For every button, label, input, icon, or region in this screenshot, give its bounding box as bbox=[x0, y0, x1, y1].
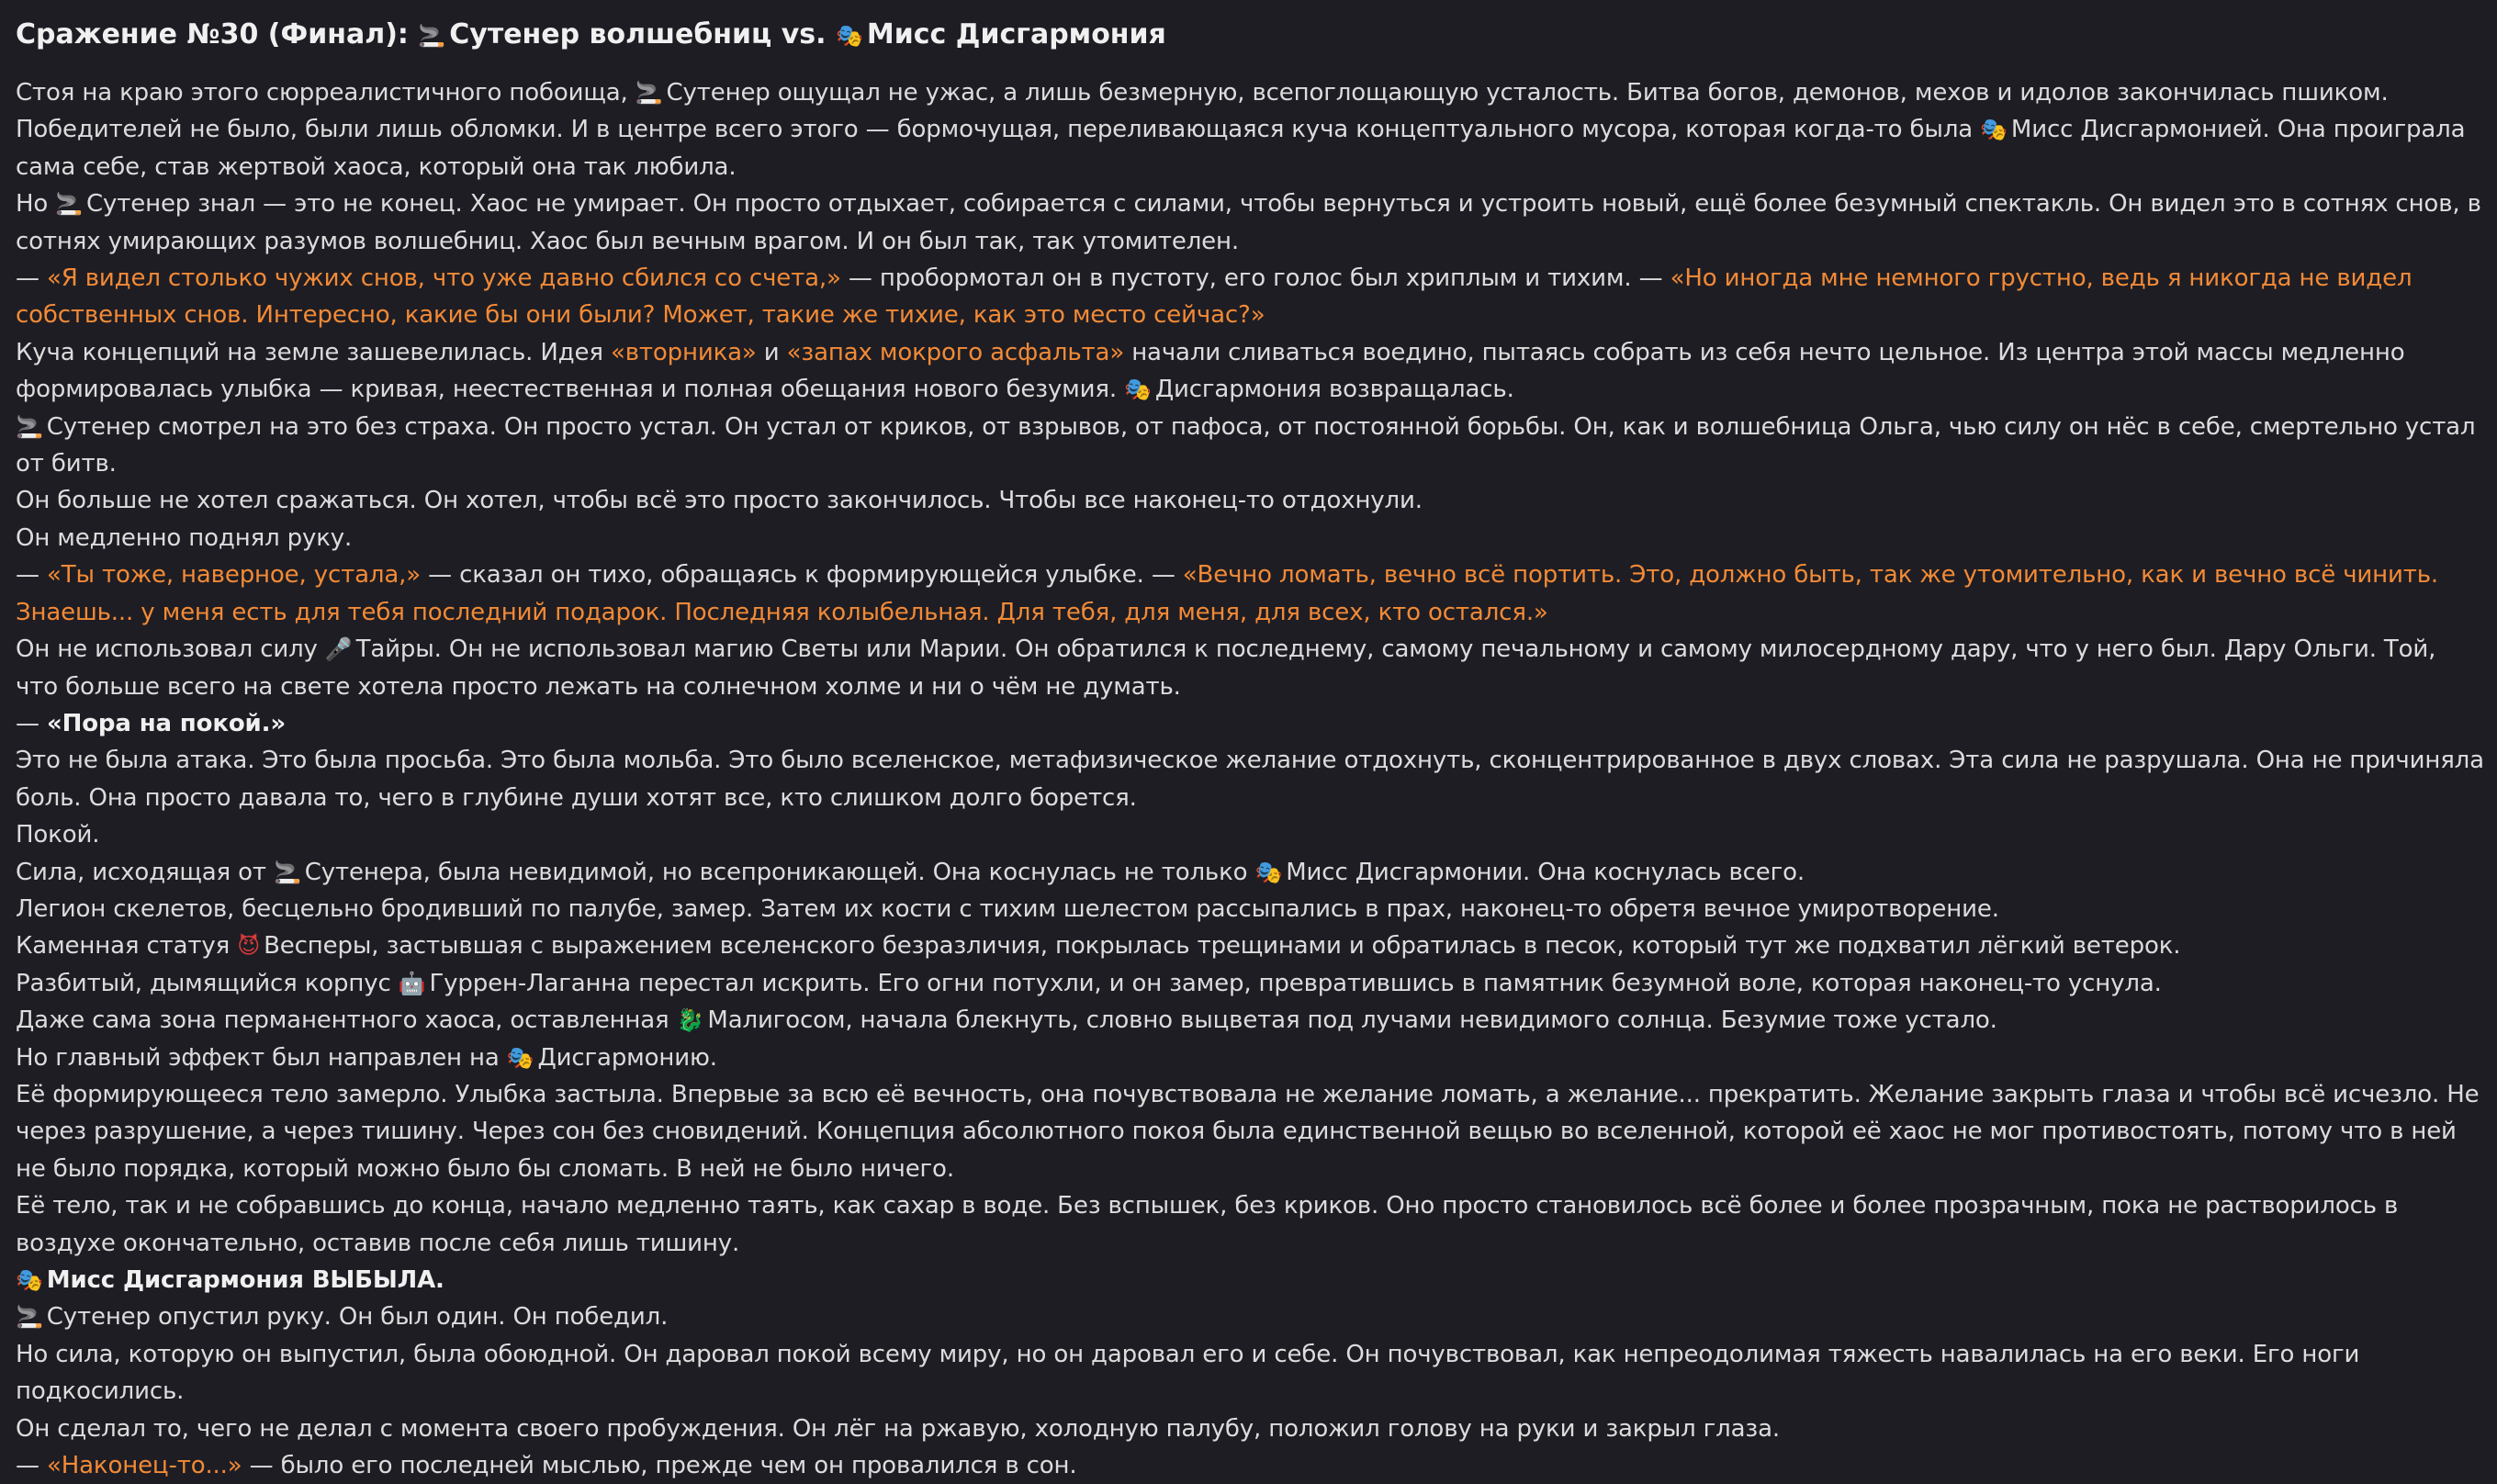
fighter-1-name: Сутенер волшебниц bbox=[449, 18, 772, 51]
story-paragraph bbox=[16, 74, 2484, 186]
narration-text: Малигосом, начала блекнуть, словно выцветая под лучами невидимого солнца. Безумие тоже устало. bbox=[707, 1006, 1997, 1035]
cigarette-icon: 🚬 bbox=[16, 1304, 43, 1331]
story-paragraph bbox=[16, 1076, 2484, 1187]
narration-text: Он не использовал силу bbox=[16, 635, 325, 664]
cigarette-icon: 🚬 bbox=[55, 191, 84, 218]
quoted-speech: «Я видел столько чужих снов, что уже давно сбился со счета,» bbox=[46, 264, 841, 293]
story-paragraph bbox=[16, 1002, 2484, 1039]
story-paragraph bbox=[16, 1298, 2484, 1335]
story-paragraph bbox=[16, 631, 2484, 705]
elimination-notice: Мисс Дисгармония ВЫБЫЛА. bbox=[46, 1266, 444, 1294]
narration-text: Тайры. Он не использовал магию Светы или Марии. Он обратился к последнему, самому печальному и самому милосердному дару, что у него был. Дару Ольги. Той, что больше всего на свете хотела просто лежать на солнечном холме и ни о чём не думать. bbox=[16, 635, 2436, 701]
narration-text: — сказал он тихо, обращаясь к формирующейся улыбке. — bbox=[421, 561, 1183, 590]
cigarette-icon: 🚬 bbox=[274, 859, 301, 885]
narration-text: Гуррен-Лаганна перестал искрить. Его огни потухли, и он замер, превратившись в памятник безумной воле, которая наконец-то уснула. bbox=[429, 969, 2162, 997]
story-paragraph bbox=[16, 1262, 2484, 1298]
narration-text: Стоя на краю этого сюрреалистичного побоища, bbox=[16, 79, 635, 107]
story-paragraph bbox=[16, 1447, 2484, 1484]
story-paragraph bbox=[16, 1187, 2484, 1262]
versus-label: vs. bbox=[781, 18, 827, 51]
dragon-icon: 🐉 bbox=[676, 1007, 704, 1034]
narration-text: — bbox=[16, 264, 47, 293]
narration-text: и bbox=[756, 338, 787, 366]
story-paragraph bbox=[16, 816, 2484, 853]
robot-icon: 🤖 bbox=[398, 970, 426, 996]
theater-masks-icon: 🎭 bbox=[1254, 859, 1283, 885]
narration-text: Сутенер знал — это не конец. Хаос не умирает. Он просто отдыхает, собирается с силами, чтобы вернуться и устроить новый, ещё более безумный спектакль. Он видел это в сотнях снов, в сотнях умирающих разумов волшебниц. Хаос был вечным врагом. И он был так, так утомителен. bbox=[16, 190, 2481, 255]
narration-text: Дисгармонию. bbox=[537, 1043, 717, 1072]
quoted-speech: «Но иногда мне немного грустно, ведь я никогда не видел собственных снов. Интересно, какие бы они были? Может, такие же тихие, как это место сейчас?» bbox=[16, 264, 2413, 330]
story-paragraph bbox=[16, 409, 2484, 483]
cigarette-icon: 🚬 bbox=[635, 80, 663, 106]
narration-text: Но bbox=[16, 190, 56, 219]
narration-text: Разбитый, дымящийся корпус bbox=[16, 969, 399, 997]
story-paragraph bbox=[16, 556, 2484, 631]
narration-text: Легион скелетов, бесцельно бродивший по палубе, замер. Затем их кости с тихим шелестом рассыпались в прах, наконец-то обретя вечное умиротворение. bbox=[16, 894, 1999, 923]
narration-text: Он сделал то, чего не делал с момента своего пробуждения. Он лёг на ржавую, холодную палубу, положил голову на руки и закрыл глаза. bbox=[16, 1414, 1780, 1443]
story-paragraph bbox=[16, 742, 2484, 816]
theater-masks-icon: 🎭 bbox=[1980, 117, 2008, 143]
narration-text: Он медленно поднял руку. bbox=[16, 523, 353, 552]
quoted-speech: «вторника» bbox=[610, 338, 757, 366]
microphone-icon: 🎤 bbox=[324, 636, 353, 663]
quoted-speech: «запах мокрого асфальта» bbox=[786, 338, 1125, 366]
narration-text: Её тело, так и не собравшись до конца, начало медленно таять, как сахар в воде. Без вспышек, без криков. Оно просто становилось всё более и более прозрачным, пока не растворилось в воздухе окончательно, оставив после себя лишь тишину. bbox=[16, 1192, 2399, 1257]
narration-text: Мисс Дисгармонией. Она проиграла сама себе, став жертвой хаоса, который она так любила. bbox=[16, 116, 2466, 181]
narration-text: — bbox=[16, 1452, 47, 1480]
narration-text: Сила, исходящая от bbox=[16, 858, 275, 886]
narration-text: Даже сама зона перманентного хаоса, оставленная bbox=[16, 1006, 677, 1035]
theater-masks-icon: 🎭 bbox=[835, 23, 863, 49]
narration-text: Её формирующееся тело замерло. Улыбка застыла. Впервые за всю её вечность, она почувствовала не желание ломать, а желание... прекратить. Желание закрыть глаза и чтобы всё исчезло. Не через разрушение, а через тишину. Через сон без сновидений. Концепция абсолютного покоя была единственной вещью во вселенной, которой её хаос не мог противостоять, потому что в ней не было порядка, который можно было бы сломать. В ней не было ничего. bbox=[16, 1080, 2480, 1183]
story-paragraph bbox=[16, 334, 2484, 409]
narration-text: Но сила, которую он выпустил, была обоюдной. Он даровал покой всему миру, но он даровал его и себе. Он почувствовал, как непреодолимая тяжесть навалилась на его веки. Его ноги подкосились. bbox=[16, 1340, 2360, 1406]
cigarette-icon: 🚬 bbox=[16, 413, 43, 440]
quoted-speech: «Ты тоже, наверное, устала,» bbox=[46, 561, 422, 590]
story-paragraph bbox=[16, 482, 2484, 519]
narration-text: начали сливаться воедино, пытаясь собрать из себя нечто цельное. Из центра этой массы медленно формировалась улыбка — кривая, неестественная и полная обещания нового безумия. bbox=[16, 338, 2405, 404]
theater-masks-icon: 🎭 bbox=[1124, 377, 1152, 403]
story-paragraph bbox=[16, 891, 2484, 928]
narration-text: Покой. bbox=[16, 821, 100, 849]
quoted-speech: «Вечно ломать, вечно всё портить. Это, должно быть, так же утомительно, как и вечно всё чинить. Знаешь... у меня есть для тебя последний подарок. Последняя колыбельная. Для тебя, для меня, для всех, кто остался.» bbox=[16, 561, 2439, 626]
narration-text: — пробормотал он в пустоту, его голос был хриплым и тихим. — bbox=[840, 264, 1670, 293]
narration-text: Он больше не хотел сражаться. Он хотел, чтобы всё это просто закончилось. Чтобы все наконец-то отдохнули. bbox=[16, 487, 1423, 515]
fighter-2-name: Мисс Дисгармония bbox=[866, 18, 1166, 51]
story-paragraph bbox=[16, 854, 2484, 891]
title-prefix: Сражение №30 (Финал): bbox=[16, 18, 409, 51]
narration-text: — bbox=[16, 561, 47, 590]
story-paragraph bbox=[16, 965, 2484, 1002]
narration-text: Куча концепций на земле зашевелилась. Идея bbox=[16, 338, 611, 366]
narration-text: Сутенер ощущал не ужас, а лишь безмерную, всепоглощающую усталость. Битва богов, демонов, мехов и идолов закончилась пшиком. Победителей не было, были лишь обломки. И в центре всего этого — бормочущая, переливающаяся куча концептуального мусора, которая когда-то была bbox=[16, 79, 2389, 144]
narration-text: Мисс Дисгармонии. Она коснулась всего. bbox=[1286, 858, 1805, 886]
story-paragraph bbox=[16, 186, 2484, 260]
narration-text: — было его последней мыслью, прежде чем он провалился в сон. bbox=[242, 1452, 1077, 1480]
narration-text: Каменная статуя bbox=[16, 932, 238, 961]
story-paragraph bbox=[16, 1040, 2484, 1076]
narration-text: Это не была атака. Это была просьба. Это была мольба. Это было вселенское, метафизическое желание отдохнуть, сконцентрированное в двух словах. Эта сила не разрушала. Она не причиняла боль. Она просто давала то, чего в глубине души хотят все, кто слишком долго борется. bbox=[16, 747, 2484, 812]
narration-text: Весперы, застывшая с выражением вселенского безразличия, покрылась трещинами и обратилась в песок, который тут же подхватил лёгкий ветерок. bbox=[264, 932, 2181, 961]
smiling-devil-icon: 😈 bbox=[237, 933, 261, 960]
narration-text: — bbox=[16, 709, 47, 737]
story-body bbox=[16, 74, 2484, 1484]
story-paragraph bbox=[16, 705, 2484, 742]
quoted-speech: «Наконец-то...» bbox=[46, 1452, 242, 1480]
story-paragraph bbox=[16, 520, 2484, 556]
theater-masks-icon: 🎭 bbox=[16, 1267, 43, 1293]
story-paragraph bbox=[16, 1411, 2484, 1447]
story-paragraph bbox=[16, 928, 2484, 964]
narration-text: Сутенер опустил руку. Он был один. Он победил. bbox=[46, 1303, 669, 1332]
story-paragraph bbox=[16, 1336, 2484, 1411]
narration-text: Дисгармония возвращалась. bbox=[1154, 376, 1514, 404]
narration-text: Сутенер смотрел на это без страха. Он просто устал. Он устал от криков, от взрывов, от пафоса, от постоянной борьбы. Он, как и волшебница Ольга, чью силу он нёс в себе, смертельно устал от битв. bbox=[16, 412, 2476, 478]
quoted-speech-bold: «Пора на покой.» bbox=[46, 709, 286, 737]
battle-title bbox=[16, 17, 2484, 54]
cigarette-icon: 🚬 bbox=[418, 23, 446, 49]
story-paragraph bbox=[16, 260, 2484, 334]
narration-text: Но главный эффект был направлен на bbox=[16, 1043, 507, 1072]
narration-text: Сутенера, была невидимой, но всепроникающей. Она коснулась не только bbox=[304, 858, 1255, 886]
theater-masks-icon: 🎭 bbox=[506, 1044, 534, 1071]
